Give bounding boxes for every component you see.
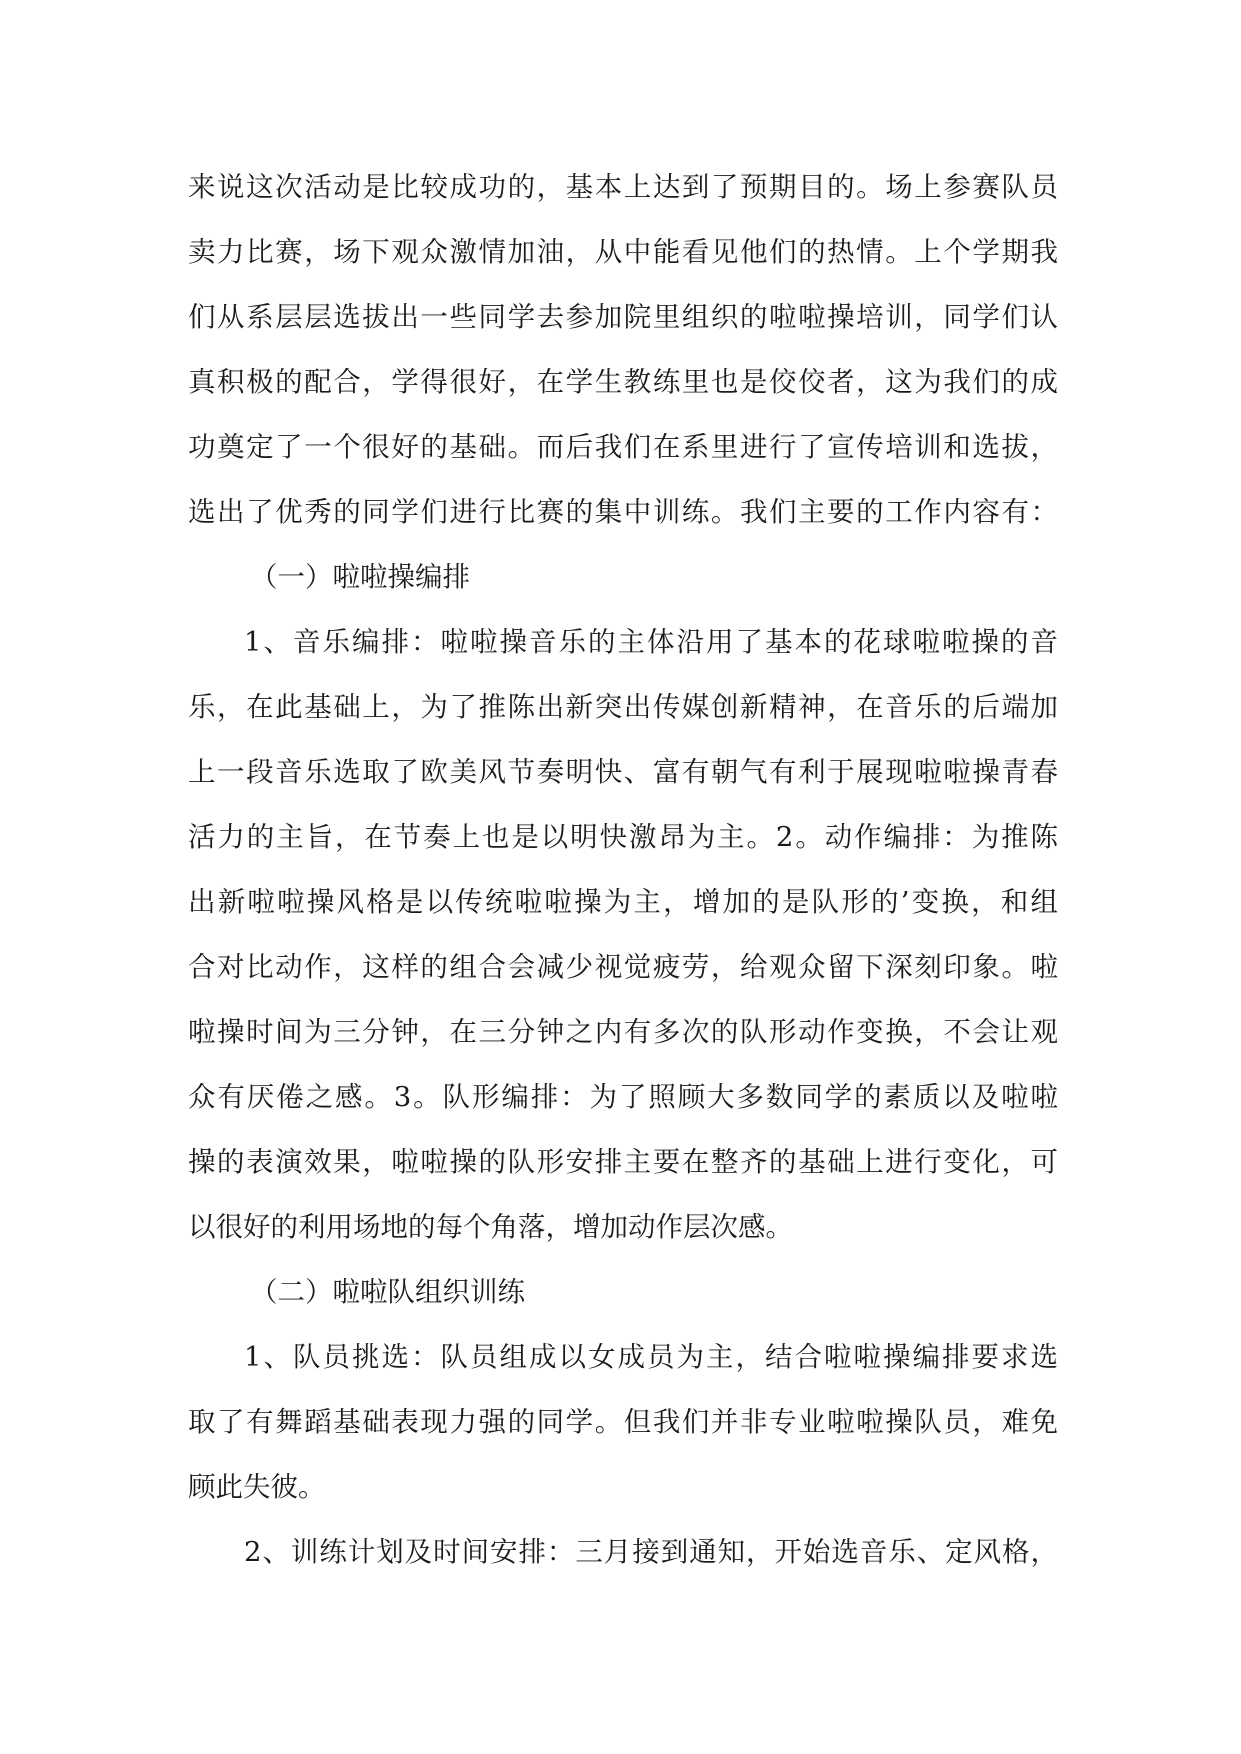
section-heading: （二）啦啦队组织训练 xyxy=(250,1276,525,1308)
paragraph-line: 出新啦啦操风格是以传统啦啦操为主，增加的是队形的’变换，和组 xyxy=(188,886,1058,918)
paragraph-line: 来说这次活动是比较成功的，基本上达到了预期目的。场上参赛队员 xyxy=(188,171,1058,203)
paragraph-line: 众有厌倦之感。3。队形编排：为了照顾大多数同学的素质以及啦啦 xyxy=(188,1081,1058,1113)
paragraph-line: 真积极的配合，学得很好，在学生教练里也是佼佼者，这为我们的成 xyxy=(188,366,1058,398)
paragraph-line: 活力的主旨，在节奏上也是以明快激昂为主。2。动作编排：为推陈 xyxy=(188,821,1058,853)
paragraph-line: 顾此失彼。 xyxy=(188,1471,326,1503)
paragraph-line: 功奠定了一个很好的基础。而后我们在系里进行了宣传培训和选拔， xyxy=(188,431,1058,463)
paragraph-line: 合对比动作，这样的组合会减少视觉疲劳，给观众留下深刻印象。啦 xyxy=(188,951,1058,983)
paragraph-line: 1、音乐编排：啦啦操音乐的主体沿用了基本的花球啦啦操的音 xyxy=(244,626,1058,658)
paragraph-line: 选出了优秀的同学们进行比赛的集中训练。我们主要的工作内容有： xyxy=(188,496,1058,528)
paragraph-line: 2、训练计划及时间安排：三月接到通知，开始选音乐、定风格， xyxy=(244,1536,1058,1568)
section-heading: （一）啦啦操编排 xyxy=(250,561,470,593)
paragraph-line: 们从系层层选拔出一些同学去参加院里组织的啦啦操培训，同学们认 xyxy=(188,301,1058,333)
paragraph-line: 1、队员挑选：队员组成以女成员为主，结合啦啦操编排要求选 xyxy=(244,1341,1058,1373)
paragraph-line: 乐，在此基础上，为了推陈出新突出传媒创新精神，在音乐的后端加 xyxy=(188,691,1058,723)
paragraph-line: 卖力比赛，场下观众激情加油，从中能看见他们的热情。上个学期我 xyxy=(188,236,1058,268)
paragraph-line: 取了有舞蹈基础表现力强的同学。但我们并非专业啦啦操队员，难免 xyxy=(188,1406,1058,1438)
paragraph-line: 啦操时间为三分钟，在三分钟之内有多次的队形动作变换，不会让观 xyxy=(188,1016,1058,1048)
paragraph-line: 以很好的利用场地的每个角落，增加动作层次感。 xyxy=(188,1211,793,1243)
paragraph-line: 上一段音乐选取了欧美风节奏明快、富有朝气有利于展现啦啦操青春 xyxy=(188,756,1058,788)
paragraph-line: 操的表演效果，啦啦操的队形安排主要在整齐的基础上进行变化，可 xyxy=(188,1146,1058,1178)
